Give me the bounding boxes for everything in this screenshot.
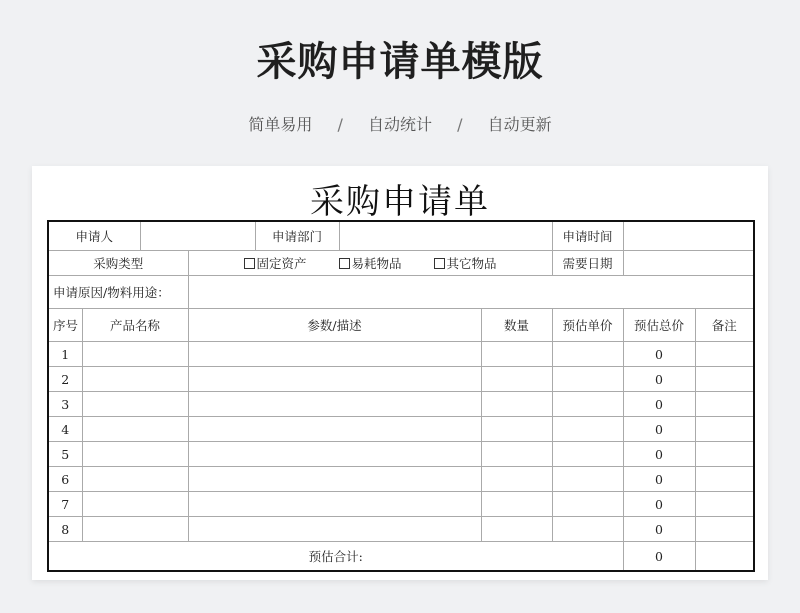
- cell-note[interactable]: [695, 442, 754, 467]
- cell-total: 0: [623, 417, 695, 442]
- date-label: 需要日期: [552, 251, 623, 276]
- cell-note[interactable]: [695, 417, 754, 442]
- page-title: 采购申请单模版: [256, 39, 544, 85]
- table-row: [48, 517, 754, 542]
- cell-name[interactable]: [82, 517, 188, 542]
- cell-total: 0: [623, 467, 695, 492]
- cell-desc[interactable]: [188, 342, 481, 367]
- cell-note[interactable]: [695, 517, 754, 542]
- table-row: [48, 367, 754, 392]
- cell-desc[interactable]: [188, 517, 481, 542]
- department-label: 申请部门: [255, 221, 339, 251]
- col-header-name: 产品名称: [82, 309, 188, 342]
- total-row: [48, 542, 754, 572]
- row-number: 1: [48, 342, 82, 367]
- checkbox-icon[interactable]: [339, 258, 350, 269]
- cell-name[interactable]: [82, 342, 188, 367]
- table-row: [48, 442, 754, 467]
- row-number: 7: [48, 492, 82, 517]
- cell-qty[interactable]: [481, 367, 552, 392]
- cell-note[interactable]: [695, 342, 754, 367]
- total-label: 预估合计:: [48, 542, 623, 572]
- time-label: 申请时间: [552, 221, 623, 251]
- cell-total: 0: [623, 342, 695, 367]
- table-row: [48, 417, 754, 442]
- cell-note[interactable]: [695, 367, 754, 392]
- option-other-items[interactable]: [434, 254, 497, 272]
- col-header-note: 备注: [695, 309, 754, 342]
- feature-tag: 自动统计: [367, 115, 432, 134]
- option-label: 固定资产: [256, 256, 307, 271]
- reason-field[interactable]: [188, 276, 754, 309]
- cell-total: 0: [623, 492, 695, 517]
- cell-price[interactable]: [552, 417, 623, 442]
- cell-desc[interactable]: [188, 417, 481, 442]
- cell-price[interactable]: [552, 392, 623, 417]
- cell-qty[interactable]: [481, 467, 552, 492]
- cell-qty[interactable]: [481, 492, 552, 517]
- cell-total: 0: [623, 517, 695, 542]
- table-row: [48, 392, 754, 417]
- cell-desc[interactable]: [188, 367, 481, 392]
- cell-price[interactable]: [552, 367, 623, 392]
- cell-qty[interactable]: [481, 392, 552, 417]
- time-field[interactable]: [623, 221, 754, 251]
- tag-separator: /: [457, 115, 463, 134]
- checkbox-icon[interactable]: [244, 258, 255, 269]
- type-options: [188, 251, 552, 276]
- reason-label: 申请原因/物料用途：: [48, 276, 188, 309]
- type-row: [48, 251, 754, 276]
- cell-qty[interactable]: [481, 342, 552, 367]
- option-consumables[interactable]: [339, 254, 402, 272]
- col-header-desc: 参数/描述: [188, 309, 481, 342]
- table-row: [48, 467, 754, 492]
- feature-tag: 自动更新: [487, 115, 552, 134]
- option-label: 其它物品: [446, 256, 497, 271]
- total-note: [695, 542, 754, 572]
- table-row: [48, 492, 754, 517]
- cell-qty[interactable]: [481, 517, 552, 542]
- row-number: 3: [48, 392, 82, 417]
- row-number: 2: [48, 367, 82, 392]
- row-number: 5: [48, 442, 82, 467]
- col-header-no: 序号: [48, 309, 82, 342]
- cell-name[interactable]: [82, 492, 188, 517]
- applicant-field[interactable]: [140, 221, 255, 251]
- option-fixed-assets[interactable]: [244, 254, 307, 272]
- feature-tags: [0, 112, 800, 135]
- form-card: [32, 166, 768, 580]
- tag-separator: /: [337, 115, 343, 134]
- cell-total: 0: [623, 392, 695, 417]
- cell-price[interactable]: [552, 467, 623, 492]
- cell-total: 0: [623, 367, 695, 392]
- col-header-qty: 数量: [481, 309, 552, 342]
- cell-desc[interactable]: [188, 392, 481, 417]
- cell-price[interactable]: [552, 442, 623, 467]
- col-header-total: 预估总价: [623, 309, 695, 342]
- cell-desc[interactable]: [188, 492, 481, 517]
- cell-desc[interactable]: [188, 467, 481, 492]
- type-label: 采购类型: [48, 251, 188, 276]
- option-label: 易耗物品: [351, 256, 402, 271]
- row-number: 6: [48, 467, 82, 492]
- cell-name[interactable]: [82, 467, 188, 492]
- date-field[interactable]: [623, 251, 754, 276]
- cell-price[interactable]: [552, 492, 623, 517]
- cell-note[interactable]: [695, 392, 754, 417]
- feature-tag: 简单易用: [248, 115, 313, 134]
- purchase-request-table: [47, 220, 755, 572]
- cell-price[interactable]: [552, 342, 623, 367]
- cell-price[interactable]: [552, 517, 623, 542]
- cell-name[interactable]: [82, 417, 188, 442]
- cell-note[interactable]: [695, 467, 754, 492]
- checkbox-icon[interactable]: [434, 258, 445, 269]
- applicant-label: 申请人: [48, 221, 140, 251]
- form-title: 采购申请单: [310, 182, 490, 222]
- cell-name[interactable]: [82, 367, 188, 392]
- cell-total: 0: [623, 442, 695, 467]
- table-row: [48, 342, 754, 367]
- col-header-price: 预估单价: [552, 309, 623, 342]
- cell-name[interactable]: [82, 442, 188, 467]
- cell-note[interactable]: [695, 492, 754, 517]
- row-number: 4: [48, 417, 82, 442]
- cell-name[interactable]: [82, 392, 188, 417]
- row-number: 8: [48, 517, 82, 542]
- total-value: 0: [623, 542, 695, 572]
- cell-qty[interactable]: [481, 417, 552, 442]
- column-header-row: [48, 309, 754, 342]
- department-field[interactable]: [339, 221, 552, 251]
- cell-desc[interactable]: [188, 442, 481, 467]
- reason-row: [48, 276, 754, 309]
- cell-qty[interactable]: [481, 442, 552, 467]
- applicant-row: [48, 221, 754, 251]
